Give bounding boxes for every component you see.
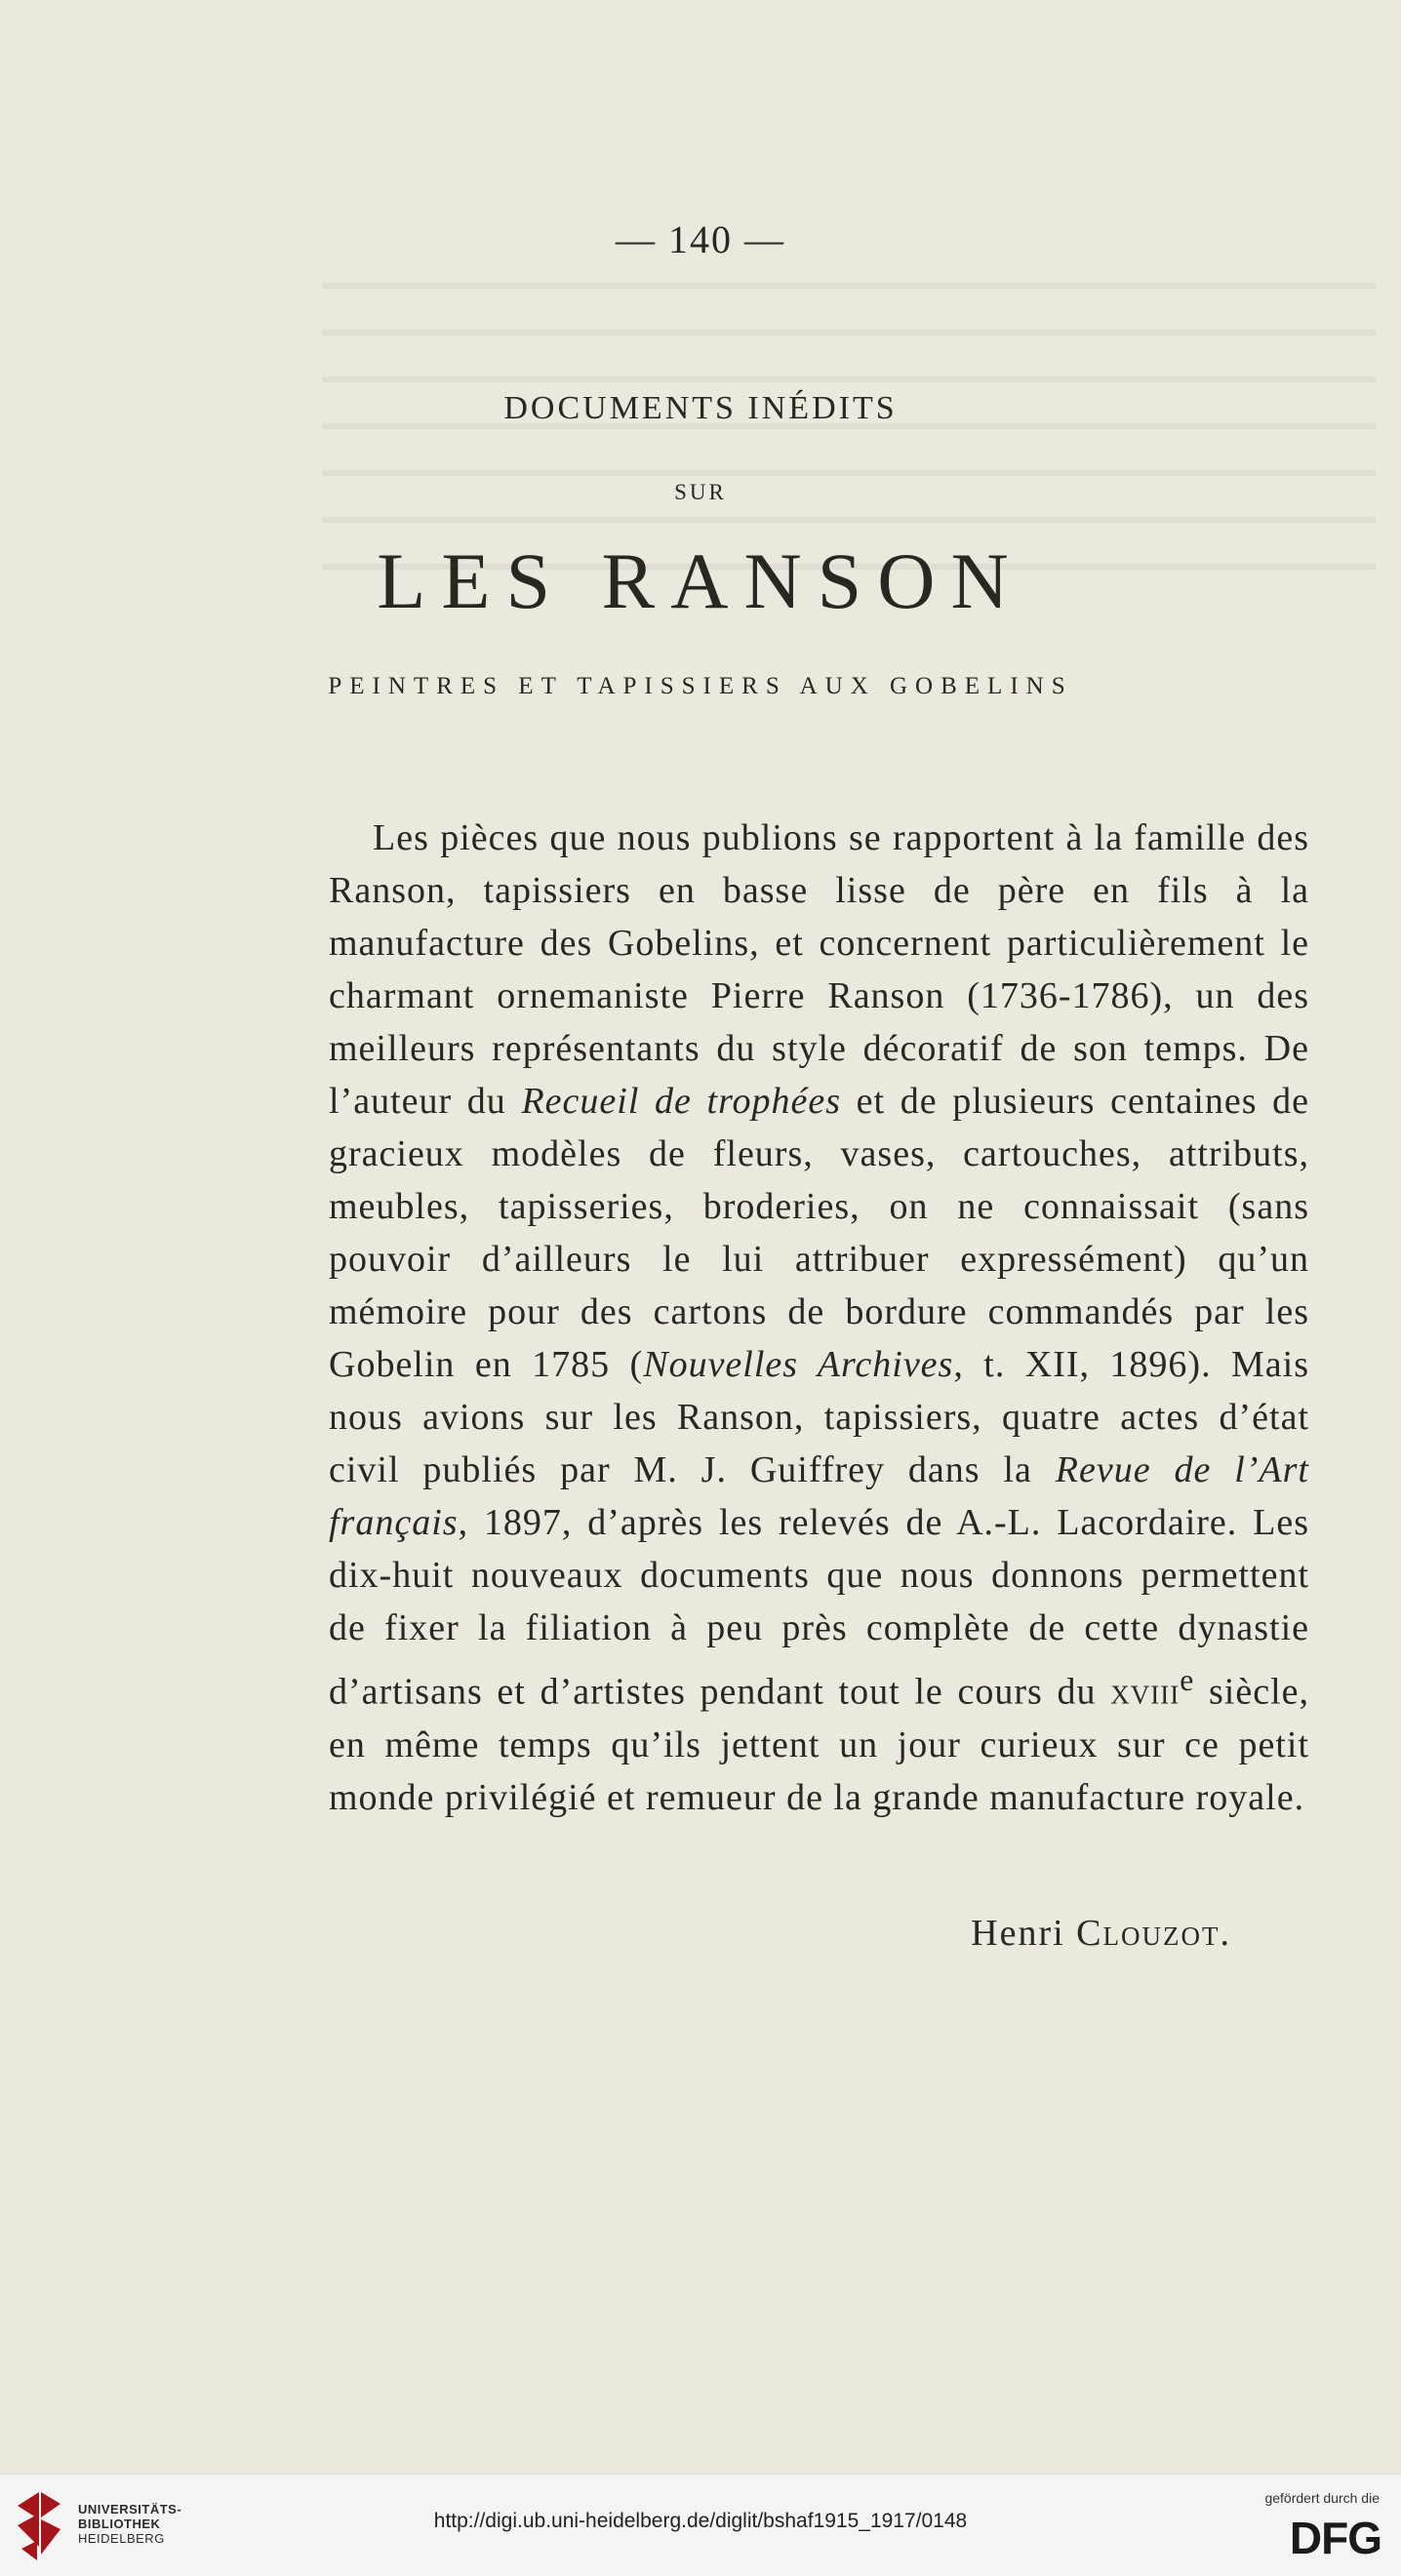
author-last-name: Clouzot. <box>1076 1913 1231 1954</box>
text-run: Les pièces que nous publions se rapportent à la famille des Ranson, tapissiers en basse lisse de père en fils à la manufacture des Gobelins, et concernent particulièrement le charmant ornemaniste Pierre Ranson (1736-1786), un des meilleurs représentants du style décoratif de son temps. De l’auteur du <box>329 817 1309 1122</box>
page-number: — 140 — <box>616 218 785 261</box>
page-subtitle: PEINTRES ET TAPISSIERS AUX GOBELINS <box>328 673 1073 699</box>
century-superscript: e <box>1180 1663 1195 1697</box>
permalink[interactable]: http://digi.ub.uni-heidelberg.de/diglit/bshaf1915_1917/0148 <box>433 2510 968 2532</box>
heading-sur: SUR <box>674 480 727 504</box>
author-signature <box>0 1912 1231 1955</box>
book-title-recueil: Recueil de trophées <box>521 1081 842 1122</box>
heading-documents-inedits: DOCUMENTS INÉDITS <box>503 390 898 426</box>
paragraph <box>329 812 1309 1824</box>
body-paragraph <box>329 812 1309 1824</box>
page-title: LES RANSON <box>377 536 1024 625</box>
dfg-logo: DFG <box>1289 2513 1381 2563</box>
text-run: , 1897, d’après les relevés de A.-L. Lacordaire. Les dix-huit nouveaux documents que nous donnons permettent de fixer la filiation à peu près complète de cette dynastie d’artisans et d’artistes pendant tout le cours du <box>329 1502 1309 1713</box>
journal-title-revue: Revue de l’Art français <box>329 1449 1309 1543</box>
library-name: UNIVERSITÄTS- BIBLIOTHEK HEIDELBERG <box>78 2502 182 2546</box>
century-numeral: xviii <box>1110 1671 1181 1713</box>
show-through-texture <box>322 283 1376 575</box>
journal-title-nouvelles-archives: Nouvelles Archives <box>643 1344 954 1385</box>
text-run: , t. XII, 1896). Mais nous avions sur les Ranson, tapissiers, quatre actes d’état civil publiés par M. J. Guiffrey dans la <box>329 1344 1309 1490</box>
text-run: et de plusieurs centaines de gracieux modèles de fleurs, vases, cartouches, attributs, meubles, tapisseries, broderies, on ne connaissait (sans pouvoir d’ailleurs le lui attribuer expressément) qu’un mémoire pour des cartons de bordure commandés par les Gobelin en 1785 ( <box>329 1081 1309 1385</box>
author-first-name: Henri <box>971 1913 1065 1954</box>
viewer-footer <box>0 2474 1401 2576</box>
funder-label: gefördert durch die <box>1264 2490 1380 2506</box>
text-run: siècle, en même temps qu’ils jettent un jour curieux sur ce petit monde privilégié et remueur de la grande manufacture royale. <box>329 1671 1309 1818</box>
